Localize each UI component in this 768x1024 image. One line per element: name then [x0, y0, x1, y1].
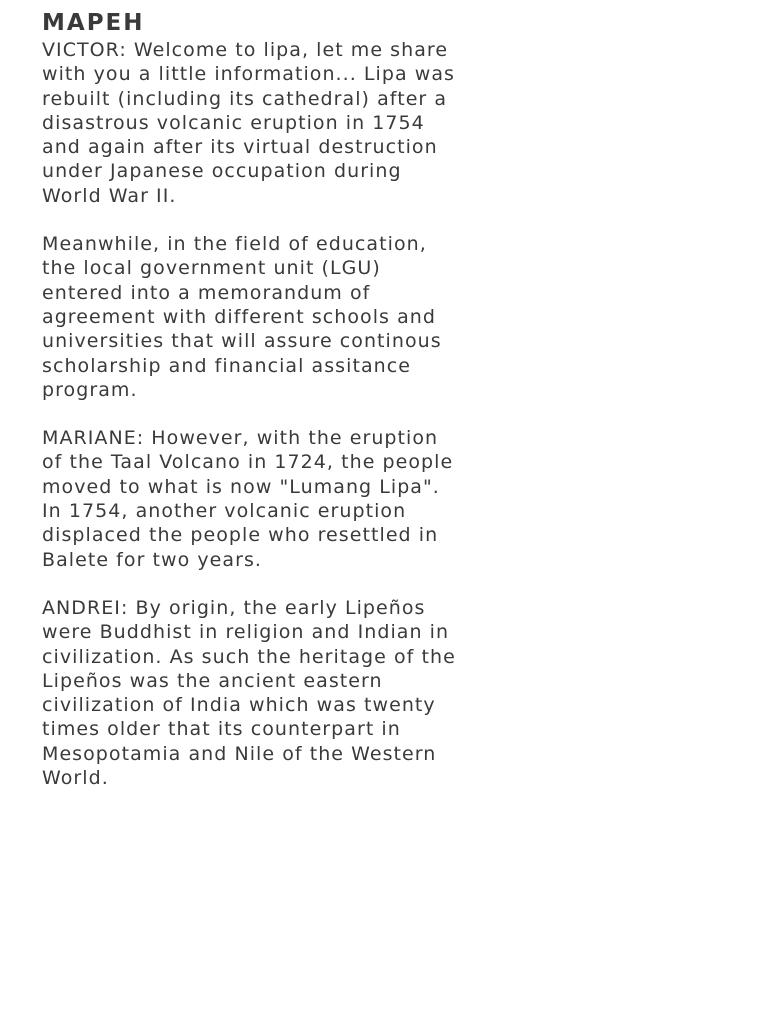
document-title: MAPEH [42, 10, 145, 36]
document [42, 8, 742, 814]
paragraph-andrei: ANDREI: By origin, the early Lipeños were Buddhist in religion and Indian in civilization. As such the heritage of the Lipeños was the ancient eastern civilization of India which was twenty times older that its counterpart in Mesopotamia and Nile of the Western World. [42, 596, 456, 790]
paragraph-education: Meanwhile, in the field of education, the local government unit (LGU) entered into a memorandum of agreement with different schools and universities that will assure continous scholarship and financial assitance program. [42, 233, 442, 401]
paragraph-victor: VICTOR: Welcome to lipa, let me share with you a little information... Lipa was rebuilt (including its cathedral) after a disastrous volcanic eruption in 1754 and again after its virtual destruction under Japanese occupation during World War II. [42, 39, 456, 207]
paragraph-mariane: MARIANE: However, with the eruption of the Taal Volcano in 1724, the people moved to what is now "Lumang Lipa". In 1754, another volcanic eruption displaced the people who resettled in Balete for two years. [42, 427, 454, 571]
